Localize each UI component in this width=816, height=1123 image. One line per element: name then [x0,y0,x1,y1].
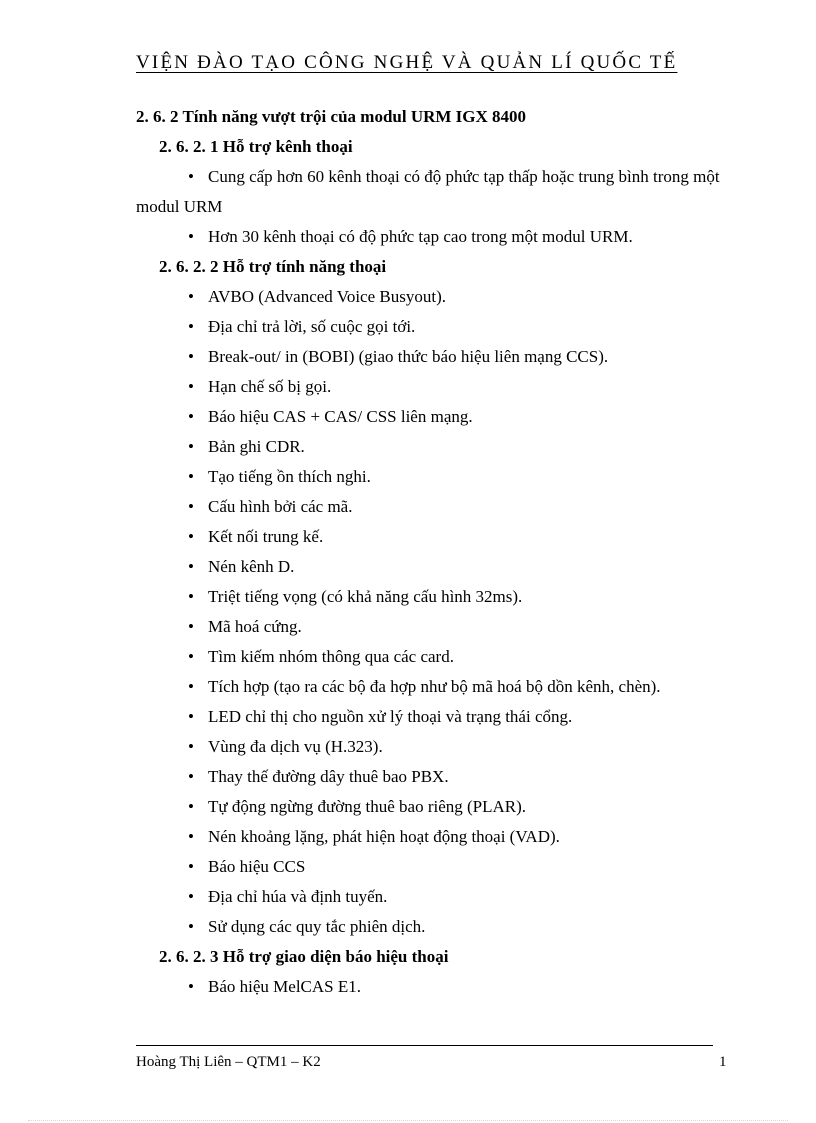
bullet-icon: • [188,407,194,426]
list-item [136,522,726,552]
list-item [136,162,726,222]
page-number: 1 [719,1054,727,1070]
list-item [136,402,726,432]
list-item-text: Báo hiệu CCS [208,857,306,876]
list-item-text: Tích hợp (tạo ra các bộ đa hợp như bộ mã hoá bộ dồn kênh, chèn). [208,677,661,696]
list-item [136,312,726,342]
bullet-icon: • [188,557,194,576]
bullet-icon: • [188,767,194,786]
bullet-icon: • [188,647,194,666]
bullet-icon: • [188,797,194,816]
list-item-text: Sử dụng các quy tắc phiên dịch. [208,917,426,936]
list-item [136,852,726,882]
list-item-text: Bản ghi CDR. [208,437,305,456]
list-item [136,372,726,402]
list-item [136,492,726,522]
list-item-text: Break-out/ in (BOBI) (giao thức báo hiệu liên mạng CCS). [208,347,609,366]
bullet-icon: • [188,617,194,636]
footer-author: Hoàng Thị Liên – QTM1 – K2 [136,1054,321,1070]
bullet-icon: • [188,587,194,606]
list-item-text: Hơn 30 kênh thoại có độ phức tạp cao trong một modul URM. [208,227,633,246]
list-item [136,282,726,312]
bullet-icon: • [188,227,194,246]
list-item [136,792,726,822]
bullet-icon: • [188,437,194,456]
subsection-title: 2. 6. 2. 2 Hỗ trợ tính năng thoại [159,257,387,276]
bullet-icon: • [188,917,194,936]
bullet-icon: • [188,467,194,486]
list-item-text: Báo hiệu CAS + CAS/ CSS liên mạng. [208,407,473,426]
list-item-text: Cấu hình bởi các mã. [208,497,353,516]
list-item-text: Triệt tiếng vọng (có khả năng cấu hình 32ms). [208,587,523,606]
list-item-text: Tạo tiếng ồn thích nghi. [208,467,371,486]
bullet-icon: • [188,527,194,546]
list-item-text: LED chỉ thị cho nguồn xử lý thoại và trạng thái cổng. [208,707,573,726]
bullet-icon: • [188,857,194,876]
list-item-text: Tự động ngừng đường thuê bao riêng (PLAR). [208,797,527,816]
list-item [136,702,726,732]
list-item-text: Vùng đa dịch vụ (H.323). [208,737,383,756]
list-item [136,462,726,492]
bullet-icon: • [188,737,194,756]
list-item-text: Địa chỉ trả lời, số cuộc gọi tới. [208,317,416,336]
list-item [136,762,726,792]
bullet-icon: • [188,977,194,996]
list-item-text: Báo hiệu MelCAS E1. [208,977,361,996]
list-item [136,642,726,672]
list-item-text: Kết nối trung kế. [208,527,324,546]
subsection-title: 2. 6. 2. 1 Hỗ trợ kênh thoại [159,137,353,156]
list-item-text: Địa chỉ húa và định tuyến. [208,887,388,906]
list-item [136,552,726,582]
list-item [136,432,726,462]
bullet-list [136,162,726,252]
list-item-text: Tìm kiếm nhóm thông qua các card. [208,647,454,666]
bullet-list [136,972,726,1002]
list-item-text: AVBO (Advanced Voice Busyout). [208,287,446,306]
subsection-title: 2. 6. 2. 3 Hỗ trợ giao diện báo hiệu thoại [159,947,449,966]
list-item [136,732,726,762]
bullet-icon: • [188,317,194,336]
list-item-text: Mã hoá cứng. [208,617,302,636]
list-item [136,222,726,252]
bullet-icon: • [188,347,194,366]
list-item-text: Hạn chế số bị gọi. [208,377,332,396]
page-header: VIỆN ĐÀO TẠO CÔNG NGHỆ VÀ QUẢN LÍ QUỐC TẾ [136,52,678,73]
list-item-text: Nén khoảng lặng, phát hiện hoạt động thoại (VAD). [208,827,560,846]
list-item [136,822,726,852]
list-item [136,612,726,642]
list-item [136,972,726,1002]
page-edge-divider [28,1120,788,1121]
list-item [136,672,726,702]
list-item-text: Thay thế đường dây thuê bao PBX. [208,767,449,786]
document-body [136,102,726,1002]
list-item-text: Cung cấp hơn 60 kênh thoại có độ phức tạp thấp hoặc trung bình trong một modul URM [136,167,720,216]
list-item [136,582,726,612]
list-item [136,342,726,372]
bullet-icon: • [188,287,194,306]
list-item-text: Nén kênh D. [208,557,295,576]
bullet-icon: • [188,167,194,186]
bullet-icon: • [188,377,194,396]
bullet-list [136,282,726,942]
list-item [136,912,726,942]
bullet-icon: • [188,497,194,516]
bullet-icon: • [188,827,194,846]
bullet-icon: • [188,707,194,726]
bullet-icon: • [188,887,194,906]
bullet-icon: • [188,677,194,696]
footer-divider [136,1045,713,1046]
list-item [136,882,726,912]
section-title: 2. 6. 2 Tính năng vượt trội của modul URM IGX 8400 [136,107,527,126]
